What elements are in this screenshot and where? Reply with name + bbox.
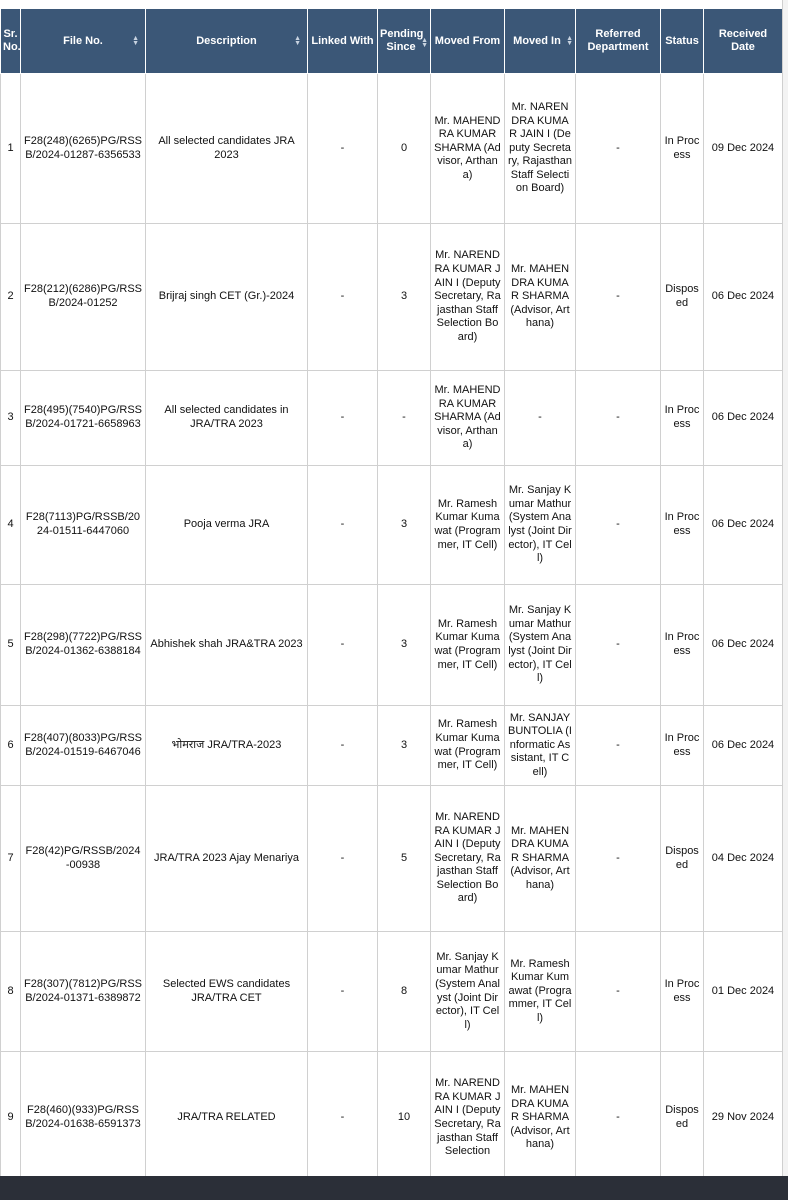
header-moved-from-label: Moved From	[434, 34, 501, 47]
cell-moved-in: Mr. MAHENDRA KUMAR SHARMA (Advisor, Arthana)	[505, 1052, 576, 1177]
cell-description: All selected candidates JRA 2023	[146, 74, 308, 224]
cell-referred-department: -	[576, 74, 661, 224]
header-received-date[interactable]	[704, 9, 783, 74]
cell-description: All selected candidates in JRA/TRA 2023	[146, 371, 308, 466]
cell-linked-with: -	[308, 706, 378, 786]
cell-pending-since: 3	[378, 585, 431, 706]
cell-moved-from: Mr. NARENDRA KUMAR JAIN I (Deputy Secretary, Rajasthan Staff Selection	[431, 1052, 505, 1177]
cell-moved-in: Mr. SANJAY BUNTOLIA (Informatic Assistant, IT Cell)	[505, 706, 576, 786]
cell-referred-department: -	[576, 224, 661, 371]
cell-linked-with: -	[308, 224, 378, 371]
header-linked-with-label: Linked With	[311, 34, 374, 47]
cell-linked-with: -	[308, 371, 378, 466]
cell-moved-in: Mr. Sanjay Kumar Mathur (System Analyst (Joint Director), IT Cell)	[505, 466, 576, 585]
cell-description: JRA/TRA 2023 Ajay Menariya	[146, 786, 308, 932]
cell-status: Disposed	[661, 786, 704, 932]
cell-sr-no: 5	[1, 585, 21, 706]
header-file-no[interactable]	[21, 9, 146, 74]
cell-linked-with: -	[308, 1052, 378, 1177]
cell-linked-with: -	[308, 786, 378, 932]
cell-linked-with: -	[308, 74, 378, 224]
cell-moved-in: Mr. Ramesh Kumar Kumawat (Programmer, IT Cell)	[505, 932, 576, 1052]
cell-referred-department: -	[576, 1052, 661, 1177]
cell-file-no: F28(298)(7722)PG/RSSB/2024-01362-6388184	[21, 585, 146, 706]
table-row	[1, 706, 783, 786]
sort-icon[interactable]: ▲ ▼	[294, 35, 301, 47]
cell-received-date: 06 Dec 2024	[704, 706, 783, 786]
table-row	[1, 786, 783, 932]
bottom-toolbar	[0, 1176, 788, 1200]
cell-file-no: F28(7113)PG/RSSB/2024-01511-6447060	[21, 466, 146, 585]
cell-referred-department: -	[576, 706, 661, 786]
cell-file-no: F28(407)(8033)PG/RSSB/2024-01519-6467046	[21, 706, 146, 786]
header-moved-from[interactable]	[431, 9, 505, 74]
cell-description: Pooja verma JRA	[146, 466, 308, 585]
table-row	[1, 371, 783, 466]
cell-file-no: F28(42)PG/RSSB/2024-00938	[21, 786, 146, 932]
cell-status: In Process	[661, 585, 704, 706]
cell-pending-since: 5	[378, 786, 431, 932]
cell-description: भोमराज JRA/TRA-2023	[146, 706, 308, 786]
cell-referred-department: -	[576, 786, 661, 932]
cell-moved-from: Mr. Ramesh Kumar Kumawat (Programmer, IT Cell)	[431, 706, 505, 786]
sort-icon[interactable]: ▲ ▼	[421, 37, 428, 49]
cell-moved-from: Mr. Sanjay Kumar Mathur (System Analyst (Joint Director), IT Cell)	[431, 932, 505, 1052]
cell-pending-since: 3	[378, 706, 431, 786]
cell-referred-department: -	[576, 932, 661, 1052]
cell-pending-since: 8	[378, 932, 431, 1052]
cell-sr-no: 2	[1, 224, 21, 371]
table-row	[1, 1052, 783, 1177]
header-file-no-label: File No.	[63, 34, 103, 47]
cell-received-date: 04 Dec 2024	[704, 786, 783, 932]
cell-linked-with: -	[308, 932, 378, 1052]
cell-status: In Process	[661, 74, 704, 224]
header-received-date-label: Received Date	[718, 28, 768, 53]
cell-pending-since: -	[378, 371, 431, 466]
table-row	[1, 932, 783, 1052]
cell-moved-in: Mr. NARENDRA KUMAR JAIN I (Deputy Secretary, Rajasthan Staff Selection Board)	[505, 74, 576, 224]
cell-moved-from: Mr. Ramesh Kumar Kumawat (Programmer, IT Cell)	[431, 585, 505, 706]
cell-sr-no: 1	[1, 74, 21, 224]
table-row	[1, 74, 783, 224]
cell-moved-from: Mr. NARENDRA KUMAR JAIN I (Deputy Secretary, Rajasthan Staff Selection Board)	[431, 786, 505, 932]
header-sr-no-label: Sr. No.	[3, 28, 21, 53]
header-status[interactable]	[661, 9, 704, 74]
cell-status: In Process	[661, 466, 704, 585]
cell-moved-in: Mr. MAHENDRA KUMAR SHARMA (Advisor, Arthana)	[505, 786, 576, 932]
cell-status: In Process	[661, 371, 704, 466]
cell-referred-department: -	[576, 371, 661, 466]
table-row	[1, 585, 783, 706]
cell-sr-no: 9	[1, 1052, 21, 1177]
cell-sr-no: 8	[1, 932, 21, 1052]
cell-received-date: 06 Dec 2024	[704, 585, 783, 706]
cell-sr-no: 6	[1, 706, 21, 786]
cell-received-date: 29 Nov 2024	[704, 1052, 783, 1177]
cell-file-no: F28(212)(6286)PG/RSSB/2024-01252	[21, 224, 146, 371]
cell-received-date: 01 Dec 2024	[704, 932, 783, 1052]
cell-moved-in: -	[505, 371, 576, 466]
cell-file-no: F28(495)(7540)PG/RSSB/2024-01721-6658963	[21, 371, 146, 466]
cell-pending-since: 0	[378, 74, 431, 224]
header-sr-no[interactable]	[1, 9, 21, 74]
cell-referred-department: -	[576, 585, 661, 706]
sort-icon[interactable]: ▲ ▼	[132, 35, 139, 47]
cell-moved-from: Mr. MAHENDRA KUMAR SHARMA (Advisor, Arthana)	[431, 371, 505, 466]
cell-file-no: F28(248)(6265)PG/RSSB/2024-01287-6356533	[21, 74, 146, 224]
header-referred-department[interactable]	[576, 9, 661, 74]
cell-pending-since: 3	[378, 466, 431, 585]
cell-description: Selected EWS candidates JRA/TRA CET	[146, 932, 308, 1052]
cell-moved-from: Mr. MAHENDRA KUMAR SHARMA (Advisor, Arthana)	[431, 74, 505, 224]
header-description[interactable]	[146, 9, 308, 74]
page-gutter	[783, 0, 788, 1176]
cell-sr-no: 4	[1, 466, 21, 585]
sort-icon[interactable]: ▲ ▼	[566, 35, 573, 47]
header-moved-in[interactable]	[505, 9, 576, 74]
file-status-table	[0, 8, 783, 1176]
table-row	[1, 466, 783, 585]
header-moved-in-label: Moved In	[513, 34, 561, 47]
cell-moved-in: Mr. Sanjay Kumar Mathur (System Analyst (Joint Director), IT Cell)	[505, 585, 576, 706]
header-pending-since-label: Pending Since	[380, 28, 424, 53]
cell-file-no: F28(307)(7812)PG/RSSB/2024-01371-6389872	[21, 932, 146, 1052]
cell-moved-in: Mr. MAHENDRA KUMAR SHARMA (Advisor, Arthana)	[505, 224, 576, 371]
cell-sr-no: 7	[1, 786, 21, 932]
cell-status: In Process	[661, 932, 704, 1052]
cell-received-date: 06 Dec 2024	[704, 224, 783, 371]
cell-file-no: F28(460)(933)PG/RSSB/2024-01638-6591373	[21, 1052, 146, 1177]
header-referred-department-label: Referred Department	[587, 28, 649, 53]
cell-status: In Process	[661, 706, 704, 786]
cell-received-date: 06 Dec 2024	[704, 466, 783, 585]
cell-pending-since: 3	[378, 224, 431, 371]
header-status-label: Status	[665, 34, 699, 47]
header-linked-with[interactable]	[308, 9, 378, 74]
cell-received-date: 09 Dec 2024	[704, 74, 783, 224]
cell-status: Disposed	[661, 1052, 704, 1177]
cell-description: Brijraj singh CET (Gr.)-2024	[146, 224, 308, 371]
cell-linked-with: -	[308, 585, 378, 706]
table-header-row	[1, 9, 783, 74]
header-pending-since[interactable]	[378, 9, 431, 74]
table-row	[1, 224, 783, 371]
cell-received-date: 06 Dec 2024	[704, 371, 783, 466]
cell-pending-since: 10	[378, 1052, 431, 1177]
header-description-label: Description	[196, 34, 257, 47]
cell-referred-department: -	[576, 466, 661, 585]
cell-linked-with: -	[308, 466, 378, 585]
cell-moved-from: Mr. NARENDRA KUMAR JAIN I (Deputy Secretary, Rajasthan Staff Selection Board)	[431, 224, 505, 371]
cell-description: JRA/TRA RELATED	[146, 1052, 308, 1177]
cell-sr-no: 3	[1, 371, 21, 466]
cell-status: Disposed	[661, 224, 704, 371]
cell-description: Abhishek shah JRA&TRA 2023	[146, 585, 308, 706]
cell-moved-from: Mr. Ramesh Kumar Kumawat (Programmer, IT Cell)	[431, 466, 505, 585]
